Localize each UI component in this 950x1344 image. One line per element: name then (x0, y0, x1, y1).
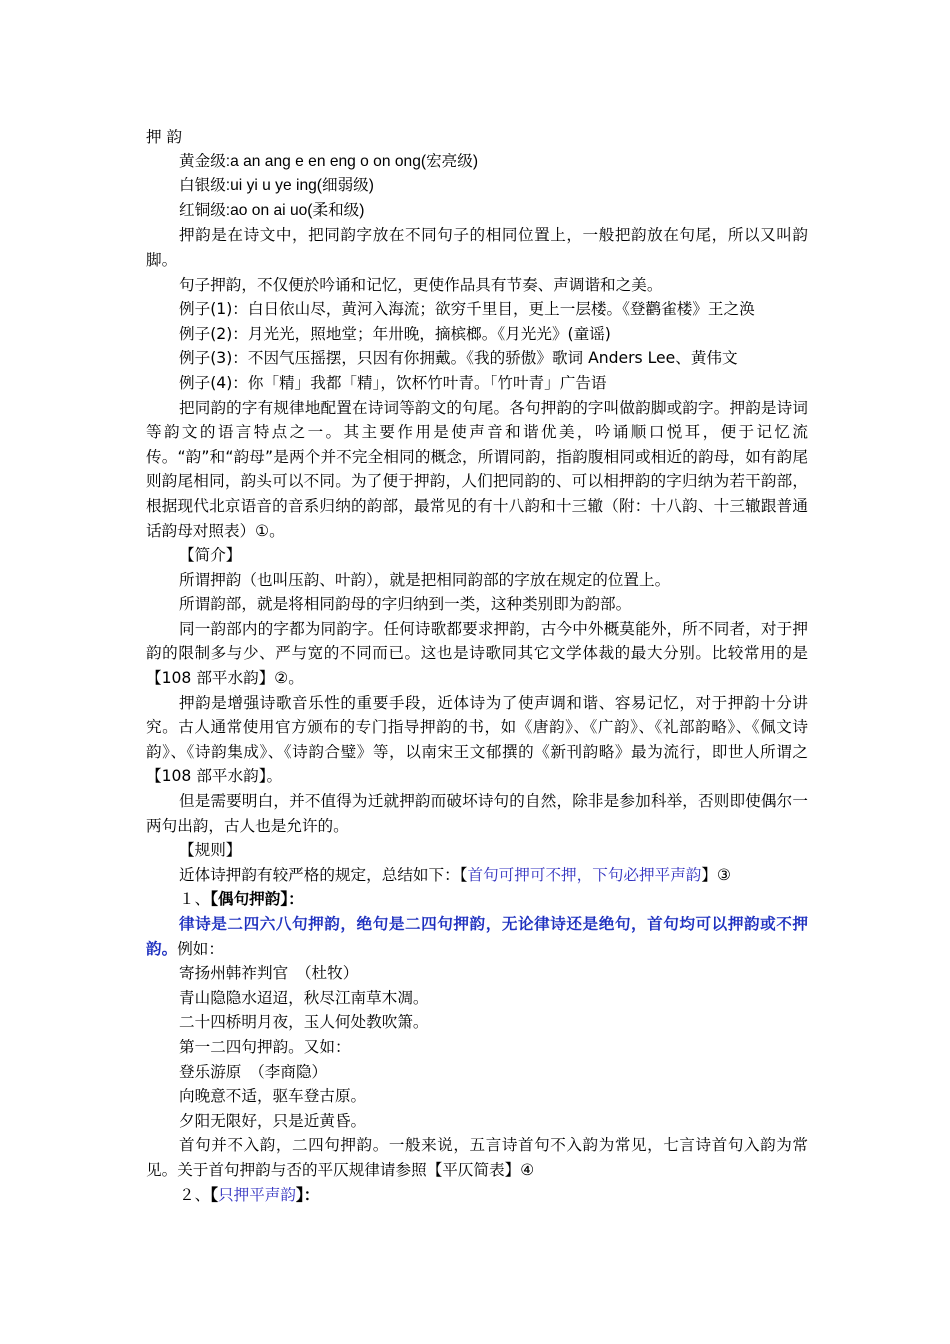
rule-1-number: １、 (179, 890, 211, 909)
example-1: 例子(1)：白日依山尽，黄河入海流；欲穷千里目，更上一层楼。《登鹳雀楼》王之涣 (179, 300, 755, 319)
level-silver: 白银级:ui yi u ye ing(细弱级) (179, 177, 374, 195)
intro-definition-4: 押韵是增强诗歌音乐性的重要手段，近体诗为了使声调和谐、容易记忆，对于押韵十分讲究。古人通常使用官方颁布的专门指导押韵的书，如《唐韵》、《广韵》、《礼部韵略》、《佩文诗韵》、《诗韵集成》、《诗韵合璧》等，以南宋王文郁撰的《新刊韵略》最为流行，即世人所谓之【108 部平水韵】。 (146, 693, 808, 786)
rules-intro-suffix: 】③ (701, 865, 731, 884)
example-4: 例子(4)：你「精」我都「精」，饮杯竹叶青。「竹叶青」广告语 (179, 373, 607, 392)
rule-2-prefix: 【 (210, 1185, 218, 1204)
intro-definition-5: 但是需要明白，并不值得为迁就押韵而破坏诗句的自然，除非是参加科举，否则即使偶尔一两句出韵，古人也是允许的。 (146, 792, 808, 835)
example-2: 例子(2)：月光光，照地堂；年卅晚，摘槟榔。《月光光》(童谣) (179, 324, 611, 343)
level-copper: 红铜级:ao on ai uo(柔和级) (179, 201, 365, 219)
doc-title: 押 韵 (146, 128, 183, 146)
rule-2-heading (146, 1183, 808, 1208)
rules-intro-prefix: 近体诗押韵有较严格的规定，总结如下：【 (179, 865, 468, 884)
poem-1-line-1: 青山隐隐水迢迢，秋尽江南草木凋。 (179, 988, 429, 1007)
poem-1-title: 寄扬州韩祚判官 （杜牧） (179, 964, 359, 983)
rule-2-suffix: 】： (295, 1185, 320, 1204)
rule-1-heading (146, 887, 808, 912)
rule-1-tail: 例如： (177, 939, 224, 958)
example-3: 例子(3)：不因气压摇摆，只因有你拥戴。《我的骄傲》歌词 Anders Lee、黄伟文 (179, 349, 738, 368)
intro-definition-1: 所谓押韵（也叫压韵、叶韵），就是把相同韵部的字放在规定的位置上。 (179, 570, 671, 589)
poem-1-note: 第一二四句押韵。又如： (179, 1037, 351, 1056)
rules-intro-link[interactable]: 首句可押可不押，下句必押平声韵 (467, 865, 702, 884)
rule-2-number: ２、 (179, 1185, 211, 1204)
section-heading-intro: 【简介】 (179, 546, 242, 565)
intro-paragraph-2: 句子押韵，不仅便於吟诵和记忆，更使作品具有节奏、声调谐和之美。 (179, 275, 663, 294)
document-body (146, 125, 808, 1207)
level-gold: 黄金级:a an ang e en eng o on ong(宏亮级) (179, 152, 479, 170)
poem-1-line-2: 二十四桥明月夜，玉人何处教吹箫。 (179, 1013, 429, 1032)
rule-1-emphasis: 律诗是二四六八句押韵，绝句是二四句押韵，无论律诗还是绝句，首句均可以押韵或不押韵。 (146, 915, 808, 958)
section-heading-rules: 【规则】 (179, 841, 242, 860)
rule-2-link[interactable]: 只押平声韵 (218, 1185, 296, 1204)
rule-1-title: 【偶句押韵】： (210, 890, 304, 909)
poem-2-note: 首句并不入韵，二四句押韵。一般来说，五言诗首句不入韵为常见，七言诗首句入韵为常见。关于首句押韵与否的平仄规律请参照【平仄简表】④ (146, 1136, 808, 1179)
intro-paragraph-1: 押韵是在诗文中，把同韵字放在不同句子的相同位置上，一般把韵放在句尾，所以又叫韵脚。 (146, 226, 808, 269)
intro-definition-3: 同一韵部内的字都为同韵字。任何诗歌都要求押韵，古今中外概莫能外，所不同者，对于押韵的限制多与少、严与宽的不同而已。这也是诗歌同其它文学体裁的最大分别。比较常用的是【108 部平水韵】②。 (146, 619, 808, 688)
intro-paragraph-3: 把同韵的字有规律地配置在诗词等韵文的句尾。各句押韵的字叫做韵脚或韵字。押韵是诗词等韵文的语言特点之一。其主要作用是使声音和谐优美，吟诵顺口悦耳，便于记忆流传。“韵”和“韵母”是两个并不完全相同的概念，所谓同韵，指韵腹相同或相近的韵母，如有韵尾则韵尾相同，韵头可以不同。为了便于押韵，人们把同韵的、可以相押韵的字归纳为若干韵部，根据现代北京语音的音系归纳的韵部，最常见的有十八韵和十三辙（附：十八韵、十三辙跟普通话韵母对照表）①。 (146, 398, 808, 540)
rules-intro (146, 863, 808, 888)
poem-2-title: 登乐游原 （李商隐） (179, 1062, 328, 1081)
intro-definition-2: 所谓韵部，就是将相同韵母的字归纳到一类，这种类别即为韵部。 (179, 595, 632, 614)
poem-2-line-1: 向晚意不适，驱车登古原。 (179, 1087, 367, 1106)
poem-2-line-2: 夕阳无限好，只是近黄昏。 (179, 1111, 367, 1130)
rule-1-body (146, 912, 808, 961)
